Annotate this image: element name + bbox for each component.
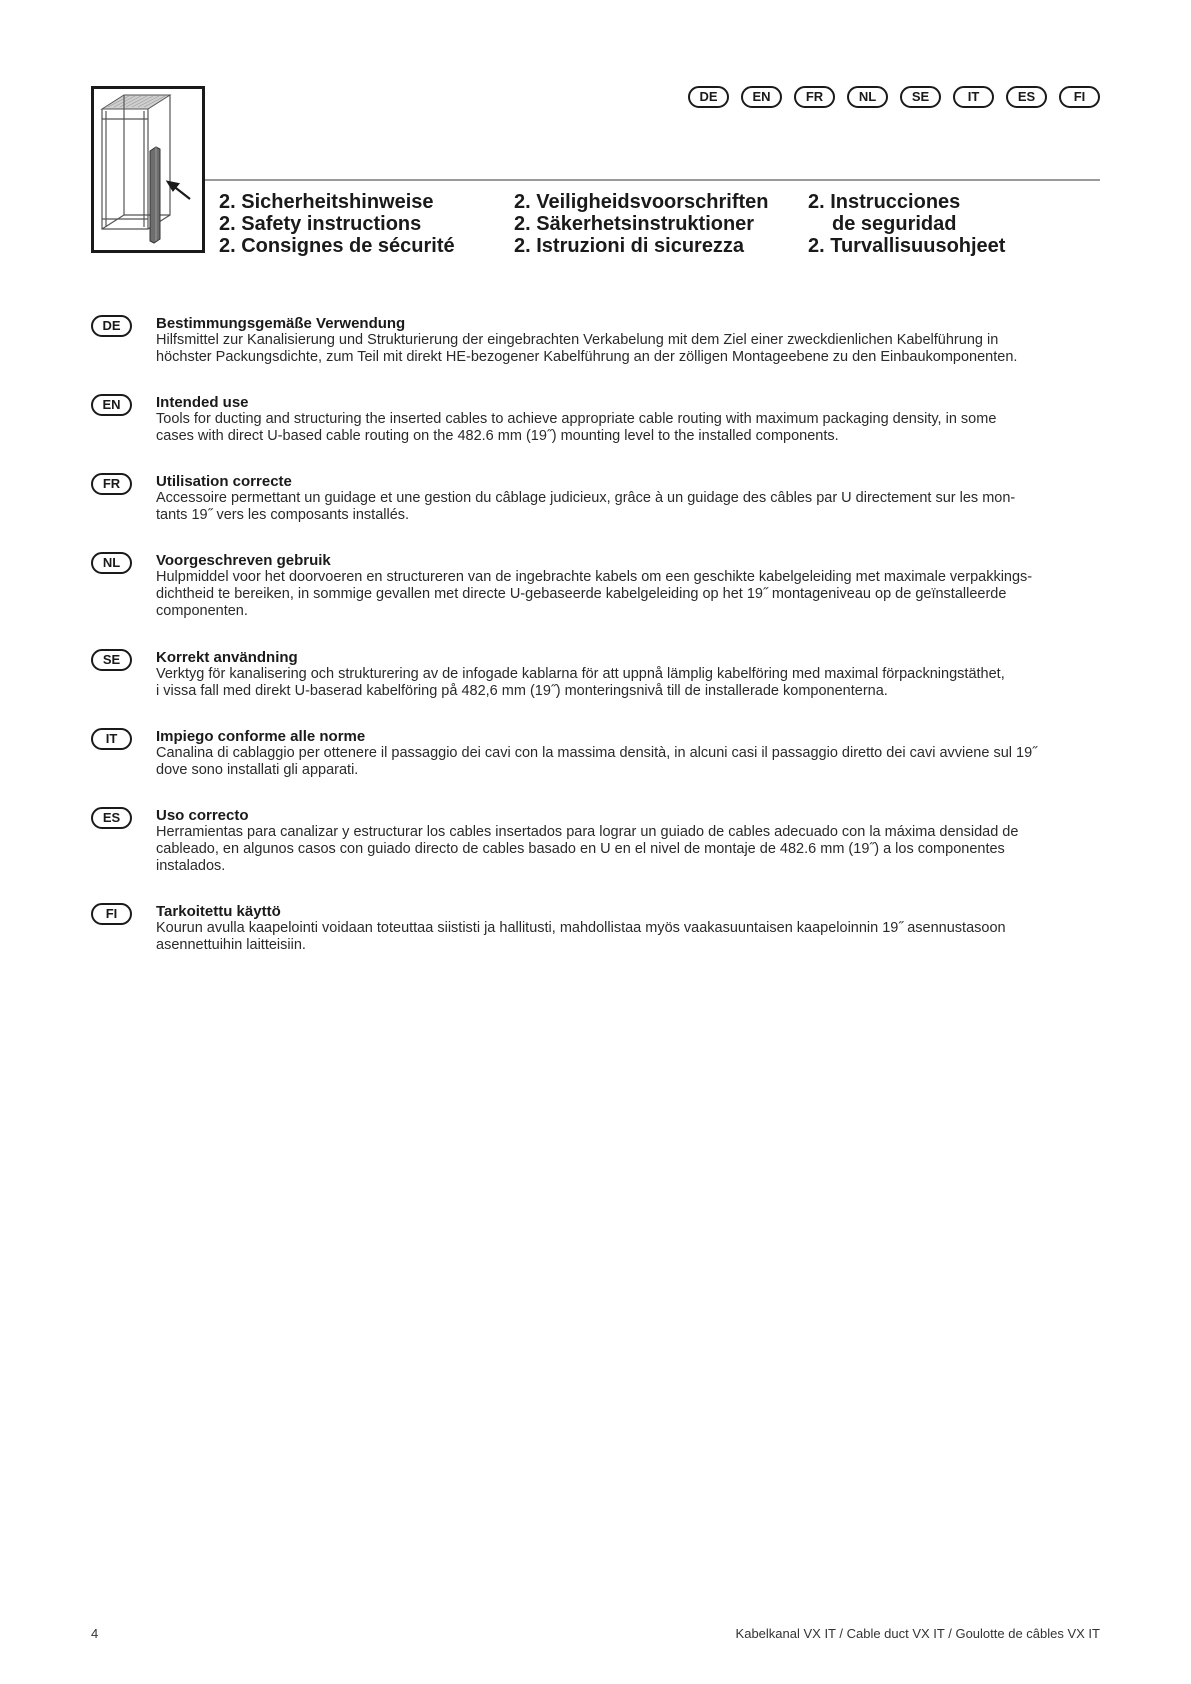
language-pill-en: EN bbox=[741, 86, 782, 108]
body-line: cableado, en algunos casos con guiado directo de cables basado en U en el nivel de montaje de 482.6 mm (19˝) a los componentes bbox=[156, 841, 1005, 857]
section-de bbox=[91, 315, 1100, 366]
section-heading: Intended use bbox=[156, 394, 249, 411]
body-line: Kourun avulla kaapelointi voidaan toteuttaa siististi ja hallitusti, mahdollistaa myös vaakasuuntaisen kaapeloinnin 19˝ asennustasoon bbox=[156, 920, 1006, 936]
section-es bbox=[91, 807, 1100, 875]
language-badge-fi: FI bbox=[91, 903, 132, 925]
title-se: 2. Säkerhetsinstruktioner bbox=[514, 213, 755, 235]
section-body bbox=[156, 569, 1100, 620]
title-column-1 bbox=[219, 191, 455, 257]
body-line: i vissa fall med direkt U-baserad kabelföring på 482,6 mm (19˝) monteringsnivå till de installerade komponenterna. bbox=[156, 683, 888, 699]
header-divider bbox=[205, 179, 1100, 181]
rack-cable-duct-illustration bbox=[91, 86, 205, 253]
language-badge-se: SE bbox=[91, 649, 132, 671]
body-line: cases with direct U-based cable routing on the 482.6 mm (19˝) mounting level to the installed components. bbox=[156, 428, 839, 444]
body-line: Accessoire permettant un guidage et une gestion du câblage judicieux, grâce à un guidage des câbles par U directement sur les mon- bbox=[156, 490, 1016, 506]
title-es-line2: de seguridad bbox=[832, 213, 957, 235]
section-heading: Impiego conforme alle norme bbox=[156, 728, 366, 745]
section-heading: Uso correcto bbox=[156, 807, 249, 824]
section-en bbox=[91, 394, 1100, 445]
body-line: Canalina di cablaggio per ottenere il passaggio dei cavi con la massima densità, in alcuni casi il passaggio diretto dei cavi avviene sul 19˝ bbox=[156, 745, 1037, 761]
body-line: asennettuihin laitteisiin. bbox=[156, 937, 306, 953]
body-line: Hulpmiddel voor het doorvoeren en structureren van de ingebrachte kabels om een geschikte kabelgeleiding met maximale verpakkings- bbox=[156, 569, 1033, 585]
language-pill-se: SE bbox=[900, 86, 941, 108]
language-badge-de: DE bbox=[91, 315, 132, 337]
language-badge-en: EN bbox=[91, 394, 132, 416]
section-body bbox=[156, 332, 1100, 366]
section-heading: Voorgeschreven gebruik bbox=[156, 552, 331, 569]
language-badge-it: IT bbox=[91, 728, 132, 750]
title-fi: 2. Turvallisuusohjeet bbox=[808, 235, 1006, 257]
title-en: 2. Safety instructions bbox=[219, 213, 422, 235]
body-line: Hilfsmittel zur Kanalisierung und Strukturierung der eingebrachten Verkabelung mit dem Ziel einer zweckdienlichen Kabelführung in bbox=[156, 332, 999, 348]
section-nl bbox=[91, 552, 1100, 620]
language-pill-nl: NL bbox=[847, 86, 888, 108]
section-body bbox=[156, 920, 1100, 954]
section-heading: Bestimmungsgemäße Verwendung bbox=[156, 315, 406, 332]
title-fr: 2. Consignes de sécurité bbox=[219, 235, 455, 257]
body-line: instalados. bbox=[156, 858, 226, 874]
language-selector bbox=[688, 86, 1100, 108]
body-line: dichtheid te bereiken, in sommige gevallen met directe U-gebaseerde kabelgeleiding op het 19˝ montageniveau op de geïnstalleerde bbox=[156, 586, 1007, 602]
body-line: Herramientas para canalizar y estructurar los cables insertados para lograr un guiado de cables adecuado con la máxima densidad de bbox=[156, 824, 1019, 840]
section-body bbox=[156, 490, 1100, 524]
section-it bbox=[91, 728, 1100, 779]
language-badge-nl: NL bbox=[91, 552, 132, 574]
title-column-2 bbox=[514, 191, 769, 257]
section-body bbox=[156, 411, 1100, 445]
document-title: Kabelkanal VX IT / Cable duct VX IT / Goulotte de câbles VX IT bbox=[735, 1626, 1100, 1641]
page-number: 4 bbox=[91, 1626, 99, 1641]
language-pill-fi: FI bbox=[1059, 86, 1100, 108]
body-line: Tools for ducting and structuring the inserted cables to achieve appropriate cable routing with maximum packaging density, in some bbox=[156, 411, 997, 427]
body-line: dove sono installati gli apparati. bbox=[156, 762, 359, 778]
section-body bbox=[156, 824, 1100, 875]
section-heading: Korrekt användning bbox=[156, 649, 298, 666]
body-line: höchster Packungsdichte, zum Teil mit direkt HE-bezogener Kabelführung an der zölligen Montageebene zu den Einbaukomponenten. bbox=[156, 349, 1018, 365]
language-pill-de: DE bbox=[688, 86, 729, 108]
language-pill-es: ES bbox=[1006, 86, 1047, 108]
section-se bbox=[91, 649, 1100, 700]
title-column-3 bbox=[808, 191, 1005, 257]
section-heading: Utilisation correcte bbox=[156, 473, 292, 490]
body-line: Verktyg för kanalisering och strukturering av de infogade kablarna för att uppnå lämplig kabelföring med maximal förpackningstäthet, bbox=[156, 666, 1005, 682]
body-line: componenten. bbox=[156, 603, 248, 619]
body-line: tants 19˝ vers les composants installés. bbox=[156, 507, 410, 523]
section-heading: Tarkoitettu käyttö bbox=[156, 903, 281, 920]
section-fi bbox=[91, 903, 1100, 954]
section-body bbox=[156, 666, 1100, 700]
language-pill-fr: FR bbox=[794, 86, 835, 108]
section-fr bbox=[91, 473, 1100, 524]
title-it: 2. Istruzioni di sicurezza bbox=[514, 235, 745, 257]
section-body bbox=[156, 745, 1100, 779]
language-badge-fr: FR bbox=[91, 473, 132, 495]
title-es-line1: 2. Instrucciones bbox=[808, 191, 961, 213]
language-badge-es: ES bbox=[91, 807, 132, 829]
title-nl: 2. Veiligheidsvoorschriften bbox=[514, 191, 769, 213]
title-de: 2. Sicherheitshinweise bbox=[219, 191, 434, 213]
language-pill-it: IT bbox=[953, 86, 994, 108]
